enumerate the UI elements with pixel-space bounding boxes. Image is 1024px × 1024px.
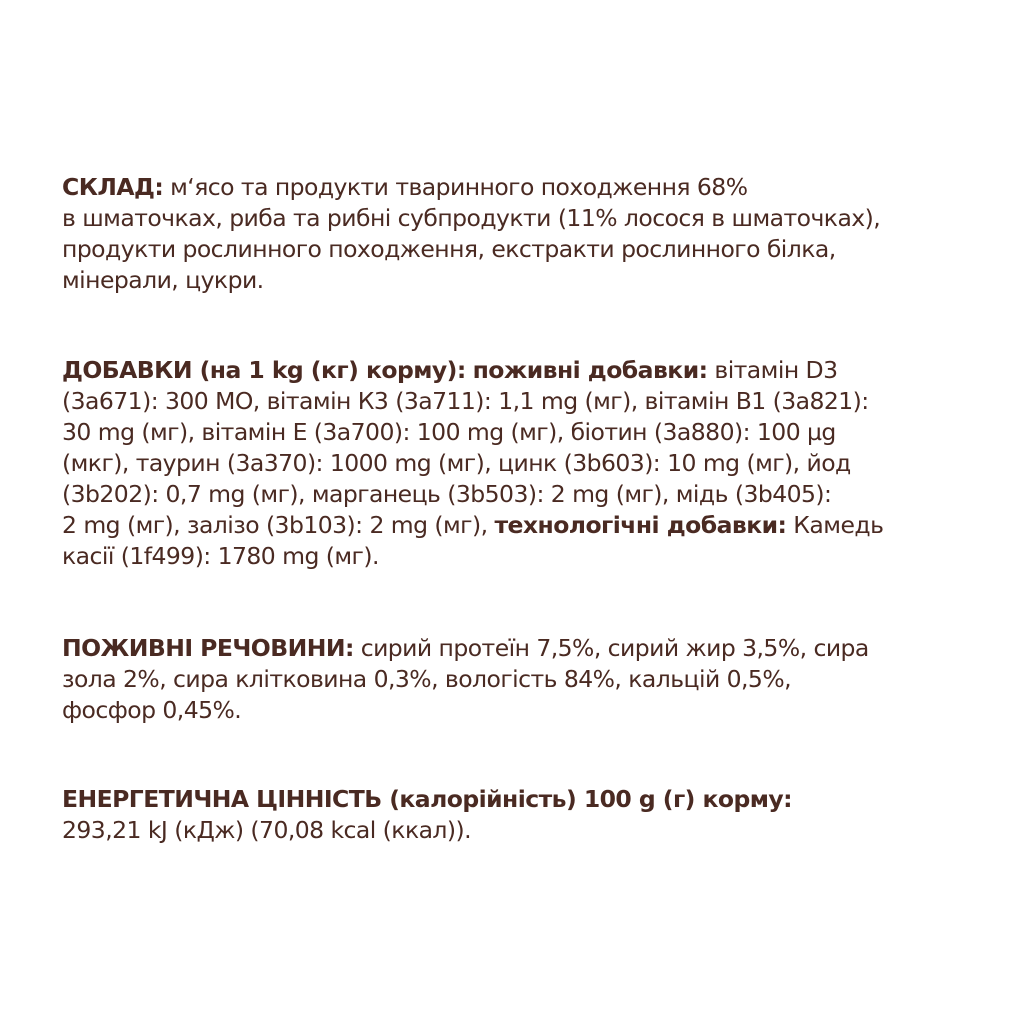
nutrients-text-1: сирий протеїн 7,5%, сирий жир 3,5%, сира xyxy=(360,634,869,662)
additives-line-1 xyxy=(62,355,982,386)
energy-section xyxy=(62,784,982,846)
nutrients-line-1 xyxy=(62,633,982,664)
additives-line-5: (3b202): 0,7 mg (мг), марганець (3b503): 2 mg (мг), мідь (3b405): xyxy=(62,480,832,508)
nutrition-label xyxy=(62,172,982,846)
additives-heading: ДОБАВКИ (на 1 kg (кг) корму): xyxy=(62,356,466,384)
energy-line-2: 293,21 kJ (кДж) (70,08 kcal (ккал)). xyxy=(62,816,472,844)
nutrients-line-3: фосфор 0,45%. xyxy=(62,696,242,724)
composition-section xyxy=(62,172,982,296)
composition-line-4: мінерали, цукри. xyxy=(62,266,264,294)
additives-text-1: вітамін D3 xyxy=(714,356,838,384)
composition-heading: СКЛАД: xyxy=(62,173,164,201)
technological-additives-label: технологічні добавки: xyxy=(494,511,787,539)
composition-line-2: в шматочках, риба та рибні субпродукти (11% лосося в шматочках), xyxy=(62,204,881,232)
additives-line-4: (мкг), таурин (3a370): 1000 mg (мг), цинк (3b603): 10 mg (мг), йод xyxy=(62,449,851,477)
energy-heading: ЕНЕРГЕТИЧНА ЦІННІСТЬ (калорійність) 100 g (г) корму: xyxy=(62,785,793,813)
additives-section xyxy=(62,355,982,572)
energy-line-1 xyxy=(62,784,982,815)
nutrients-heading: ПОЖИВНІ РЕЧОВИНИ: xyxy=(62,634,354,662)
nutrients-line-2: зола 2%, сира клітковина 0,3%, вологість 84%, кальцій 0,5%, xyxy=(62,665,792,693)
additives-text-6a: 2 mg (мг), залізо (3b103): 2 mg (мг), xyxy=(62,511,488,539)
nutritional-additives-label: поживні добавки: xyxy=(472,356,708,384)
composition-text-1: м‘ясо та продукти тваринного походження 68% xyxy=(170,173,748,201)
additives-line-6 xyxy=(62,510,982,541)
composition-line-3: продукти рослинного походження, екстракти рослинного білка, xyxy=(62,235,836,263)
additives-line-3: 30 mg (мг), вітамін Е (3a700): 100 mg (мг), біотин (3a880): 100 µg xyxy=(62,418,836,446)
additives-text-6b: Камедь xyxy=(793,511,884,539)
additives-line-2: (3a671): 300 МО, вітамін К3 (3a711): 1,1 mg (мг), вітамін В1 (3a821): xyxy=(62,387,869,415)
additives-line-7: касії (1f499): 1780 mg (мг). xyxy=(62,542,379,570)
nutrients-section xyxy=(62,633,982,726)
composition-line-1 xyxy=(62,172,982,203)
